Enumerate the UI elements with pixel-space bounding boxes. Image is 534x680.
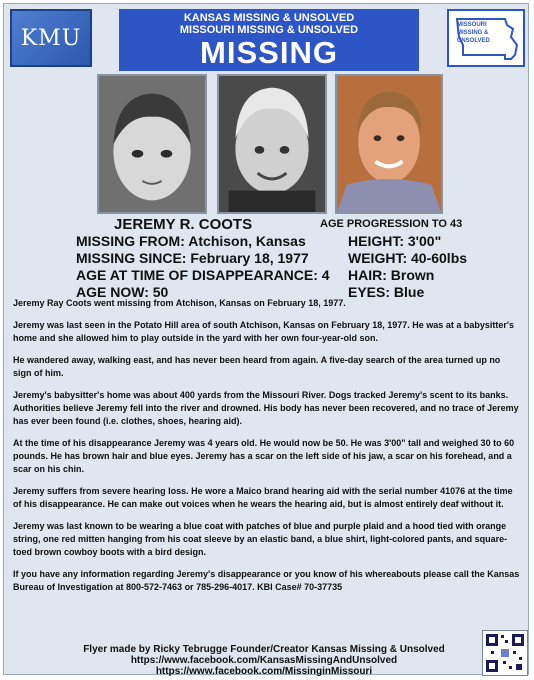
info-age-at-disappearance: AGE AT TIME OF DISAPPEARANCE: 4 xyxy=(76,267,330,283)
footer-link-kansas[interactable]: https://www.facebook.com/KansasMissingAndUnsolved xyxy=(130,655,398,666)
missouri-missing-logo: MISSOURI MISSING & UNSOLVED xyxy=(447,9,525,67)
info-hair: HAIR: Brown xyxy=(348,267,435,283)
child-photo-2 xyxy=(217,74,327,214)
age-progression-label: AGE PROGRESSION TO 43 xyxy=(320,218,463,230)
case-description xyxy=(13,297,521,603)
info-missing-from: MISSING FROM: Atchison, Kansas xyxy=(76,233,306,249)
flyer-footer xyxy=(74,644,454,677)
info-eyes: EYES: Blue xyxy=(348,284,425,300)
footer-link-missouri[interactable]: https://www.facebook.com/MissinginMissouri xyxy=(155,666,373,677)
missing-banner xyxy=(119,9,419,71)
info-weight: WEIGHT: 40-60lbs xyxy=(348,250,468,266)
info-height: HEIGHT: 3'00" xyxy=(348,233,442,249)
child-photo-1 xyxy=(97,74,207,214)
footer-credit: Flyer made by Ricky Tebrugge Founder/Creator Kansas Missing & Unsolved xyxy=(83,644,445,655)
banner-title: MISSING xyxy=(200,35,338,70)
paragraph: He wandered away, walking east, and has never been heard from again. A five-day search of the area turned up no sign of him. xyxy=(13,355,501,378)
info-missing-since: MISSING SINCE: February 18, 1977 xyxy=(76,250,309,266)
paragraph: Jeremy Ray Coots went missing from Atchison, Kansas on February 18, 1977. xyxy=(13,298,346,308)
banner-line-1: KANSAS MISSING & UNSOLVED xyxy=(183,12,355,24)
paragraph: If you have any information regarding Jeremy's disappearance or you know of his whereabouts please call the Kansas Bureau of Investigation at 800-572-7463 or 785-296-4017. KBI Case# 70-37735 xyxy=(13,569,520,592)
paragraph: Jeremy was last seen in the Potato Hill area of south Atchison, Kansas on February 18, 1977. He was at a babysitter's home and she allowed him to play outside in the yard with her own four-year-old son. xyxy=(13,320,514,343)
qr-code-icon xyxy=(482,630,528,676)
age-progression-photo xyxy=(335,74,443,214)
person-name: JEREMY R. COOTS xyxy=(114,216,253,233)
banner-line-2: MISSOURI MISSING & UNSOLVED xyxy=(179,24,359,36)
paragraph: At the time of his disappearance Jeremy was 4 years old. He would now be 50. He was 3'00" tall and weighed 30 to 60 pounds. He has brown hair and blue eyes. Jeremy has a scar on the left side of his jaw, a scar on his forehead, and a scar on his chin. xyxy=(13,438,515,474)
paragraph: Jeremy suffers from severe hearing loss. He wore a Maico brand hearing aid with the serial number 41076 at the time of his disappearance. He can make out voices when he wears the hearing aid, but is almost entirely deaf without it. xyxy=(13,486,513,509)
missing-poster xyxy=(3,3,529,675)
info-right-column xyxy=(348,233,467,301)
kmu-logo: KMU xyxy=(10,9,92,67)
paragraph: Jeremy was last known to be wearing a blue coat with patches of blue and purple plaid and a hood tied with orange string, one red mitten hanging from his coat sleeve by an elastic band, a blue shirt, light-colored pants, and square-toed brown cowboy boots with a bird design. xyxy=(13,521,508,557)
info-age-now: AGE NOW: 50 xyxy=(76,284,169,300)
paragraph: Jeremy's babysitter's home was about 400 yards from the Missouri River. Dogs tracked Jeremy's scent to its banks. Authorities believe Jeremy fell into the river and drowned. His body has never been recovered, and no trace of Jeremy has ever been found (i.e. clothes, shoes, hearing aid). xyxy=(13,390,519,426)
info-left-column xyxy=(76,233,330,301)
